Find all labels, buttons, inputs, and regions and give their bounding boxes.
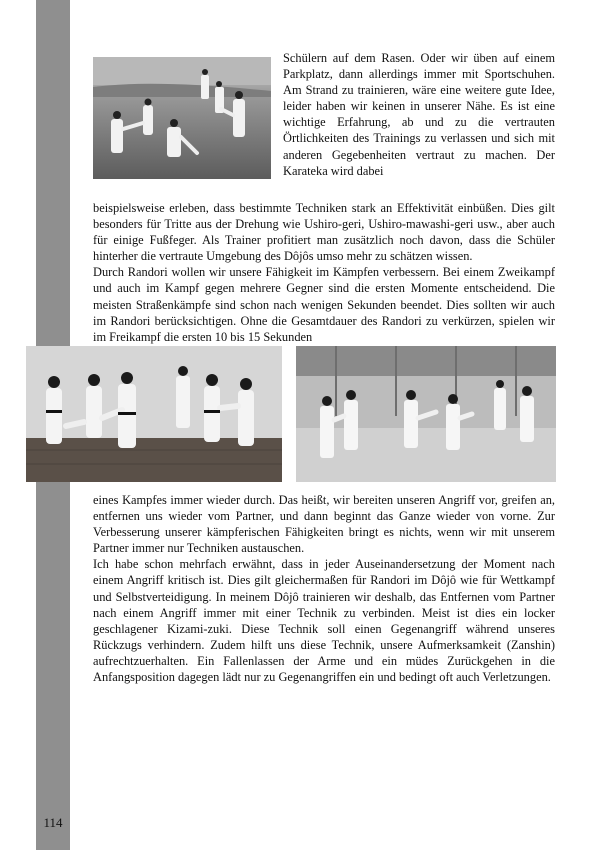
photo-dojo-sparring-right — [296, 346, 556, 482]
photo-dojo-sparring-left — [26, 346, 282, 482]
paragraph-group-lower — [93, 492, 555, 685]
paragraph-3: Ich habe schon mehrfach erwähnt, dass in jeder Auseinandersetzung der Moment nach einem Angriff kritisch ist. Dies gilt gleichermaßen für Randori im Dôjô wie für Wettkampf und Selbstverteidigung. In meinem Dôjô trainieren wir deshalb, das Entfernen vom Partner nach einem Angriff immer mit einer Technik zu verbinden. Meist ist dies ein locker geschlagener Kizami-zuki. Diese Technik soll einen Gegenangriff während unseres Rückzugs verhindern. Zudem hilft uns diese Technik, unsere Aufmerksamkeit (Zanshin) aufrechtzuerhalten. Ein Fallenlassen der Arme und ein müdes Zurückgehen in die Anfangsposition dagegen lädt nur zu Gegenangriffen ein und bedingt oft auch Verletzungen. — [93, 557, 555, 685]
photo-outdoor-training — [93, 57, 271, 179]
paragraph-2-end: eines Kampfes immer wieder durch. Das heißt, wir bereiten unseren Angriff vor, greifen an, entfernen uns wieder vom Partner, und dann beginnt das Ganze wieder von vorne. Zur Verbesserung unserer kämpferischen Fähigkeiten bringt es nichts, wenn wir mit unserem Partner immer nur Techniken austauschen. — [93, 493, 555, 556]
paragraph-group-upper — [93, 200, 555, 345]
paragraph-1-rest: beispielsweise erleben, dass bestimmte Techniken stark an Effektivität einbüßen. Dies gilt besonders für Tritte aus der Drehung wie Ushiro-geri, Ushiro-mawashi-geri usw., aber auch für einige Fußfeger. Als Trainer profitiert man zusätzlich noch davon, dass die Schüler hinterher die vertraute Umgebung des Dôjôs umso mehr zu schätzen wissen. — [93, 201, 555, 264]
page-number: 114 — [43, 815, 63, 830]
paragraph-2-start: Durch Randori wollen wir unsere Fähigkeit im Kämpfen verbessern. Bei einem Zweikampf und auch im Kampf gegen mehrere Gegner sind die ersten Momente entscheidend. Die meisten Straßenkämpfe sind schon nach wenigen Sekunden beendet. Dies sollten wir auch im Randori berücksichtigen. Ohne die Gesamtdauer des Randori zu verkürzen, spielen wir im Freikampf die ersten 10 bis 15 Sekunden — [93, 265, 555, 344]
intro-paragraph: Schülern auf dem Rasen. Oder wir üben auf einem Parkplatz, dann allerdings immer mit Sportschuhen. Am Strand zu trainieren, wäre eine weitere gute Idee, leider haben wir keinen in unserer Nähe. Es ist eine wichtige Erfahrung, ab und zu die vertrauten Örtlichkeiten des Trainings zu verlassen und sich mit anderen Gegebenheiten vertraut zu machen. Der Karateka wird dabei — [283, 51, 555, 178]
